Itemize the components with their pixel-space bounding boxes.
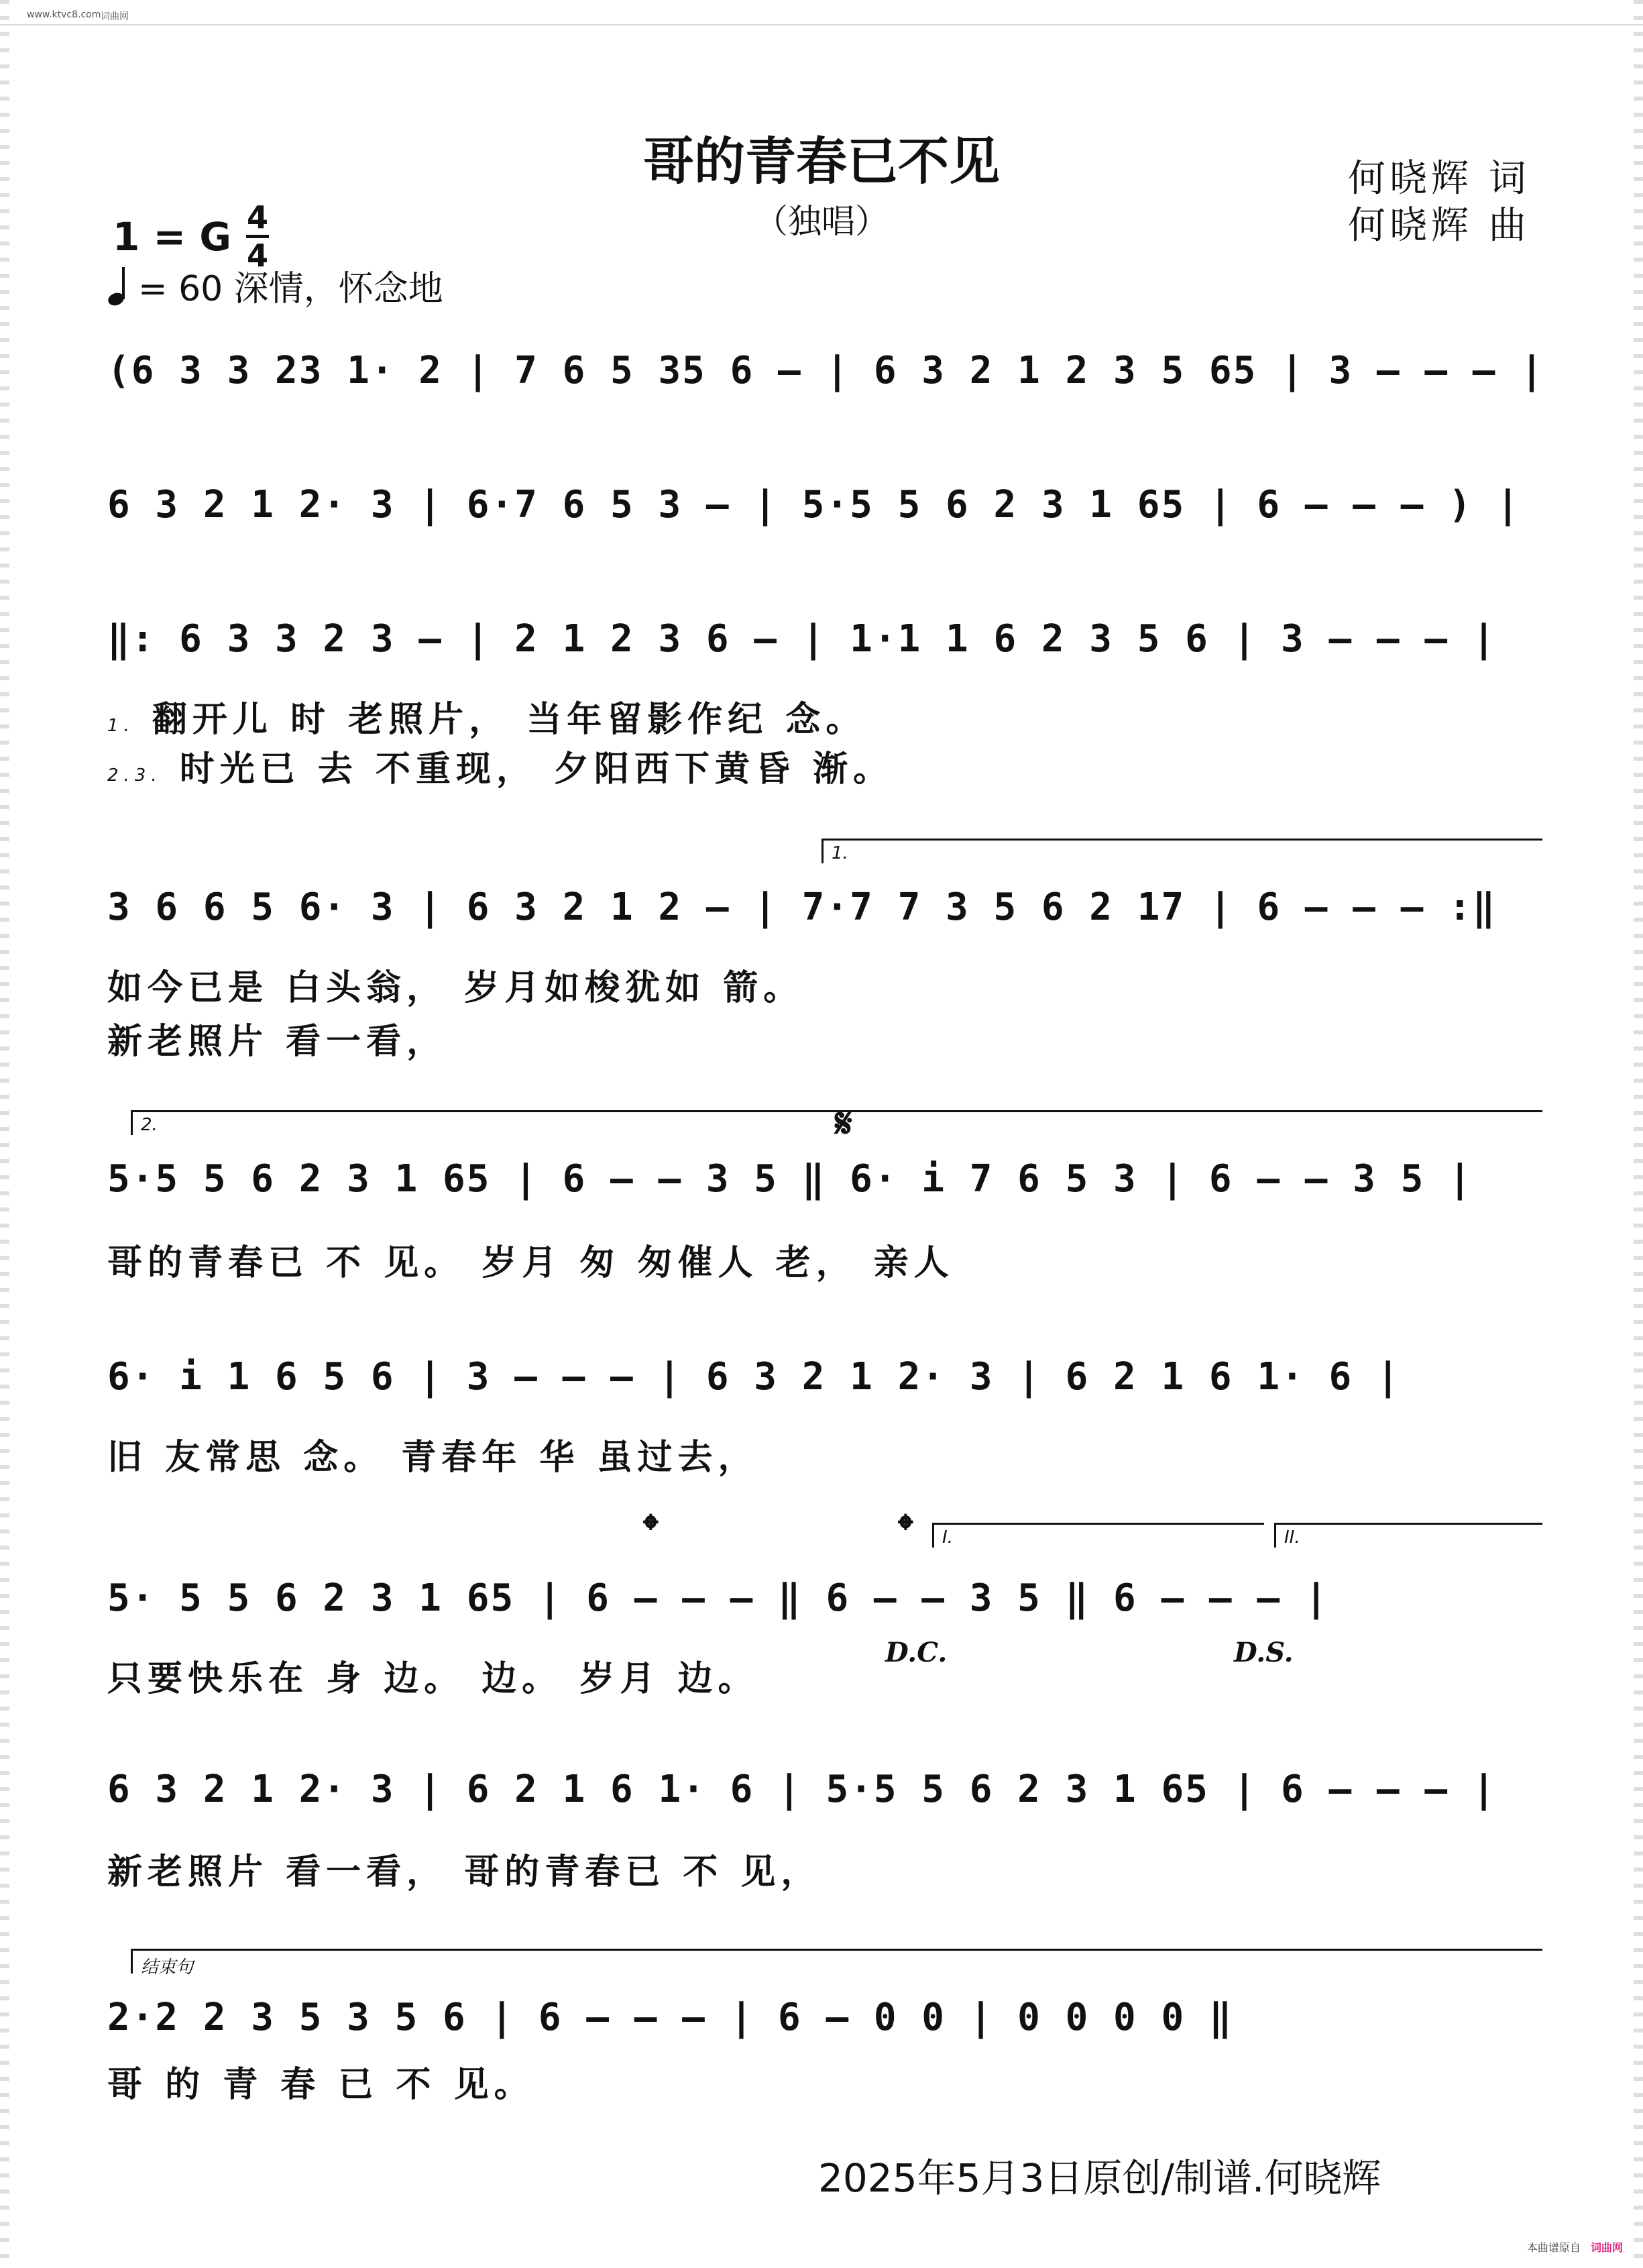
ds-mark: D.S. bbox=[1234, 1637, 1294, 1668]
staff-line-1: (6 3 3 23 1· 2 | 7 6 5 35 6 – | 6 3 2 1 2 3 5 65 | 3 – – – | bbox=[107, 349, 1544, 392]
lyric-line-4a: 如今已是 白头翁， 岁月如梭犹如 箭。 bbox=[107, 968, 804, 1008]
lyric-line-9: 哥 的 青 春 已 不 见。 bbox=[107, 2065, 534, 2105]
lyric-text: 时光已 去 不重现， 夕阳西下黄昏 渐。 bbox=[179, 749, 894, 790]
song-title: 哥的青春已不见 bbox=[643, 131, 1000, 191]
staff-line-7: 5· 5 5 6 2 3 1 65 | 6 – – – ‖ 6 – – 3 5 ‖ 6 – – – | bbox=[107, 1576, 1329, 1620]
site-name: 词曲网 bbox=[101, 11, 129, 22]
lyric-text: 翻开儿 时 老照片， 当年留影作纪 念。 bbox=[152, 700, 866, 740]
segno-mark: 𝄋 bbox=[835, 1100, 852, 1147]
quarter-note-icon bbox=[107, 264, 131, 307]
ending-bracket: 结束句 bbox=[131, 1949, 1542, 1974]
site-url[interactable]: www.ktvc8.com bbox=[27, 9, 101, 20]
lyric-line-verse-2-3 bbox=[107, 741, 1536, 791]
tempo-marking bbox=[107, 260, 443, 311]
coda-volta-2: II. bbox=[1274, 1523, 1542, 1548]
footer-credit: 2025年5月3日原创/制谱.何晓辉 bbox=[818, 2155, 1381, 2201]
lyric-line-6: 旧 友常思 念。 青春年 华 虽过去， bbox=[107, 1438, 758, 1478]
staff-line-4: 3 6 6 5 6· 3 | 6 3 2 1 2 – | 7·7 7 3 5 6 2 17 | 6 – – – :‖ bbox=[107, 885, 1497, 929]
staff-line-5: 5·5 5 6 2 3 1 65 | 6 – – 3 5 ‖ 6· i 7 6 5 3 | 6 – – 3 5 | bbox=[107, 1157, 1473, 1201]
volta-bracket-1: 1. bbox=[822, 839, 1542, 863]
corner-watermark bbox=[1527, 2239, 1623, 2255]
lyric-line-8: 新老照片 看一看， 哥的青春已 不 见， bbox=[107, 1852, 822, 1892]
dc-mark: D.C. bbox=[885, 1637, 948, 1668]
song-subtitle: （独唱） bbox=[754, 202, 889, 241]
composer-credit: 何晓辉 曲 bbox=[1348, 204, 1530, 248]
right-decorative-strip bbox=[1634, 0, 1643, 2268]
lyric-line-5: 哥的青春已 不 见。 岁月 匆 匆催人 老， 亲人 bbox=[107, 1243, 954, 1283]
verse-number: 2.3. bbox=[107, 765, 162, 786]
lyricist-credit: 何晓辉 词 bbox=[1348, 157, 1530, 201]
header-divider bbox=[0, 24, 1643, 25]
left-decorative-strip bbox=[0, 0, 9, 2268]
time-signature-bottom: 4 bbox=[246, 237, 268, 274]
corner-brand[interactable]: 词曲网 bbox=[1590, 2241, 1623, 2254]
corner-note: 本曲谱原自 bbox=[1526, 2241, 1581, 2254]
staff-line-2: 6 3 2 1 2· 3 | 6·7 6 5 3 – | 5·5 5 6 2 3 1 65 | 6 – – – ) | bbox=[107, 483, 1521, 527]
staff-line-8: 6 3 2 1 2· 3 | 6 2 1 6 1· 6 | 5·5 5 6 2 3 1 65 | 6 – – – | bbox=[107, 1768, 1497, 1811]
staff-line-6: 6· i 1 6 5 6 | 3 – – – | 6 3 2 1 2· 3 | 6 2 1 6 1· 6 | bbox=[107, 1355, 1401, 1399]
lyric-line-verse-1 bbox=[107, 691, 1536, 741]
coda-mark-1: 𝄌 bbox=[644, 1506, 658, 1553]
coda-volta-1: I. bbox=[932, 1523, 1264, 1548]
staff-line-3: ‖: 6 3 3 2 3 – | 2 1 2 3 6 – | 1·1 1 6 2 3 5 6 | 3 – – – | bbox=[107, 617, 1497, 661]
lyric-line-7: 只要快乐在 身 边。 边。 岁月 边。 bbox=[107, 1659, 758, 1699]
staff-line-9: 2·2 2 3 5 3 5 6 | 6 – – – | 6 – 0 0 | 0 0 0 0 ‖ bbox=[107, 1996, 1233, 2039]
coda-mark-2: 𝄌 bbox=[899, 1506, 913, 1553]
lyric-line-4b: 新老照片 看一看， bbox=[107, 1022, 447, 1062]
verse-number: 1. bbox=[107, 716, 135, 736]
time-signature-top: 4 bbox=[246, 199, 268, 235]
tempo-text: = 60 深情，怀念地 bbox=[138, 269, 443, 309]
key-text: 1 = G bbox=[113, 213, 231, 260]
volta-bracket-2: 2. bbox=[131, 1110, 1542, 1135]
